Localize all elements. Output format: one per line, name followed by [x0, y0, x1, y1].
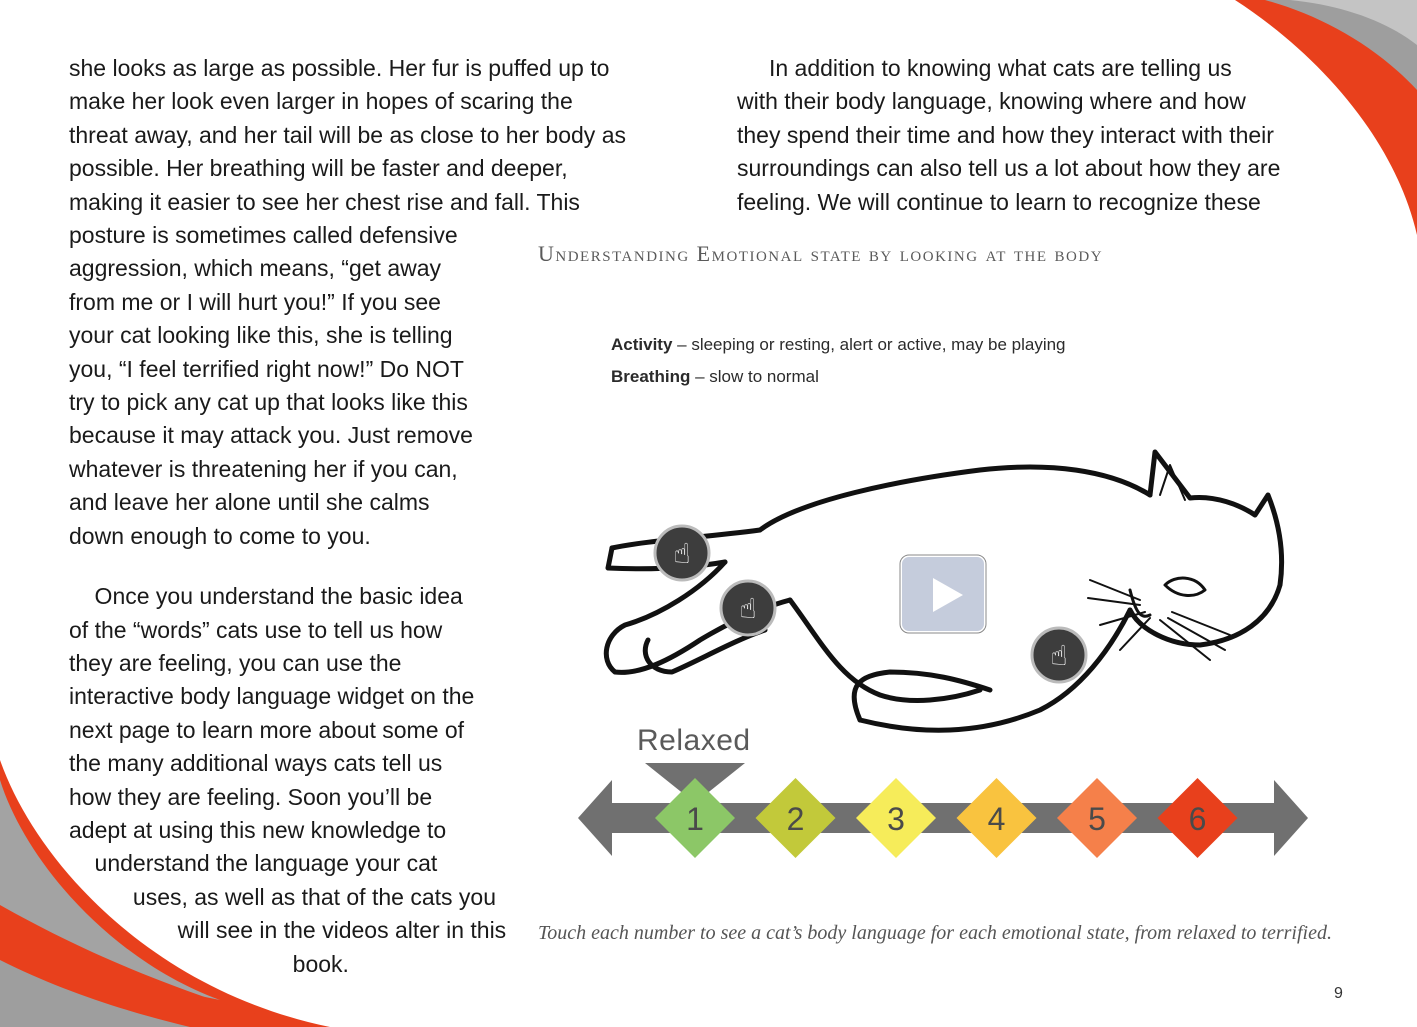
text-line: In addition to knowing what cats are telling us [737, 55, 1232, 81]
level-6-button[interactable] [1158, 778, 1238, 858]
level-number: 6 [1188, 801, 1207, 837]
text-line: because it may attack you. Just remove [69, 422, 473, 449]
scale-arrow-left [578, 780, 612, 856]
text-line: down enough to come to you. [69, 522, 371, 549]
breathing-text: – slow to normal [690, 367, 819, 386]
text-line: your cat looking like this, she is telling [69, 322, 453, 349]
emotional-state-label: Relaxed [637, 724, 751, 757]
text-line: they are feeling, you can use the [69, 649, 402, 676]
text-line: uses, as well as that of the cats you [69, 883, 496, 910]
activity-info [611, 335, 1066, 355]
right-column-text [737, 52, 1377, 219]
tap-hotspot-body[interactable] [1032, 628, 1086, 682]
play-video-button[interactable] [900, 555, 986, 633]
text-line: adept at using this new knowledge to [69, 816, 447, 843]
text-line: making it easier to see her chest rise and fall. This [69, 188, 580, 215]
tap-hand-icon: ☝ [1050, 639, 1068, 672]
text-line: try to pick any cat up that looks like this [69, 389, 468, 416]
breathing-label: Breathing [611, 367, 691, 386]
level-number: 1 [686, 801, 704, 837]
tap-hand-icon: ☝ [739, 592, 757, 625]
text-line: threat away, and her tail will be as close to her body as [69, 121, 626, 148]
scale-arrow-right [1274, 780, 1308, 856]
text-line: of the “words” cats use to tell us how [69, 616, 443, 643]
activity-text: – sleeping or resting, alert or active, may be playing [672, 335, 1066, 354]
level-number: 4 [987, 801, 1006, 837]
level-2-button[interactable] [756, 778, 836, 858]
level-number: 2 [786, 801, 805, 837]
level-4-button[interactable] [957, 778, 1037, 858]
text-line: understand the language your cat [69, 850, 438, 877]
level-3-button[interactable] [856, 778, 936, 858]
text-line: posture is sometimes called defensive [69, 222, 458, 249]
text-line: Once you understand the basic idea [69, 583, 463, 610]
caption: Touch each number to see a cat’s body language for each emotional state, from relaxed to terrified. [538, 922, 1332, 944]
emotional-scale [578, 763, 1308, 858]
tap-hotspot-legs[interactable] [721, 581, 775, 635]
body-language-widget [570, 430, 1330, 870]
text-line: with their body language, knowing where and how [737, 88, 1246, 115]
text-line: whatever is threatening her if you can, [69, 455, 458, 482]
text-line: she looks as large as possible. Her fur is puffed up to [69, 55, 610, 81]
text-line: interactive body language widget on the [69, 683, 475, 710]
tap-hand-icon: ☝ [673, 537, 691, 570]
level-number: 5 [1088, 801, 1106, 837]
text-line: you, “I feel terrified right now!” Do NOT [69, 355, 464, 382]
text-line: from me or I will hurt you!” If you see [69, 288, 441, 315]
text-line: feeling. We will continue to learn to recognize these [737, 188, 1261, 215]
text-line: and leave her alone until she calms [69, 489, 430, 516]
widget-title: Understanding Emotional state by looking at the body [538, 241, 1104, 266]
breathing-info [611, 367, 819, 387]
text-line: the many additional ways cats tell us [69, 750, 443, 777]
text-line: make her look even larger in hopes of scaring the [69, 88, 573, 115]
text-line: will see in the videos alter in this [69, 917, 507, 944]
tap-hotspot-tail[interactable] [655, 526, 709, 580]
activity-label: Activity [611, 335, 673, 354]
text-line: how they are feeling. Soon you’ll be [69, 783, 433, 810]
level-1-button[interactable] [655, 778, 735, 858]
level-5-button[interactable] [1057, 778, 1137, 858]
text-line: book. [69, 950, 349, 977]
text-line: surroundings can also tell us a lot about how they are [737, 155, 1281, 182]
text-line: possible. Her breathing will be faster and deeper, [69, 155, 568, 182]
level-number: 3 [887, 801, 905, 837]
text-line: they spend their time and how they interact with their [737, 121, 1274, 148]
text-line: aggression, which means, “get away [69, 255, 442, 282]
text-line: next page to learn more about some of [69, 716, 465, 743]
page-number: 9 [1334, 985, 1343, 1002]
